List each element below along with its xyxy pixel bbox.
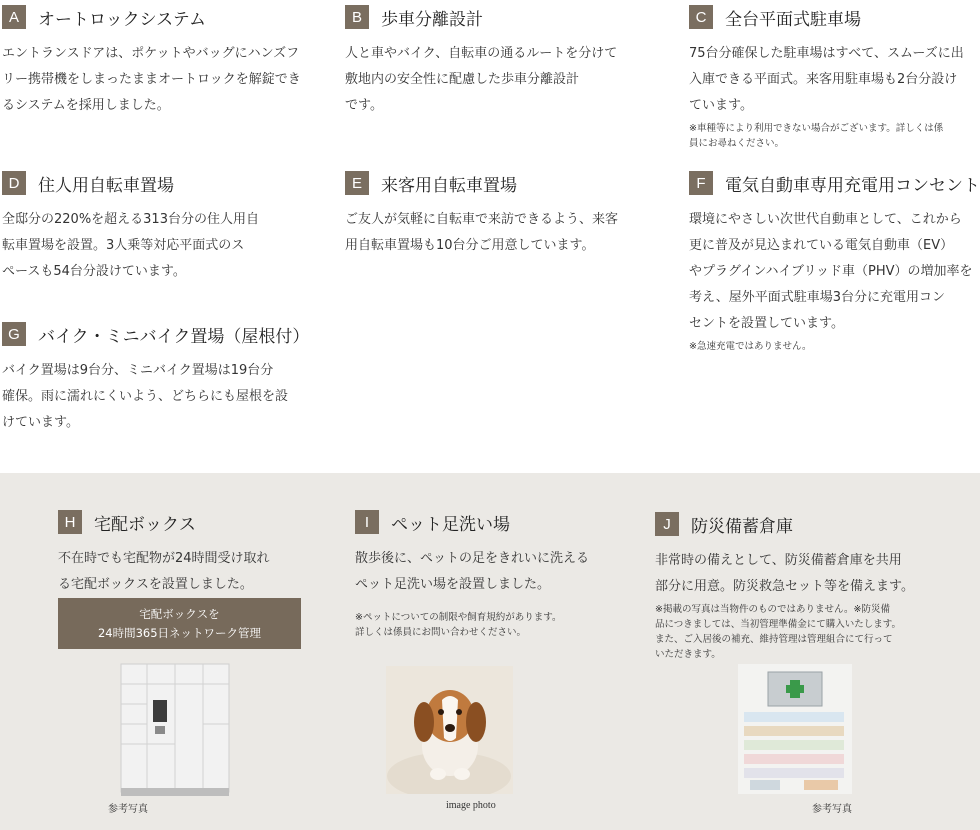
locker-caption: 参考写真 (108, 804, 148, 815)
feature-body: 75台分確保した駐車場はすべて、スムーズに出 入庫できる平面式。来客用駐車場も2台分設け ています。 (689, 46, 964, 113)
feature-title: 宅配ボックス (94, 514, 196, 535)
feature-title: 歩車分離設計 (381, 9, 483, 30)
delivery-locker-photo (115, 660, 235, 800)
feature-title: 防災備蓄倉庫 (691, 516, 793, 537)
feature-title: 電気自動車専用充電用コンセント (725, 175, 980, 196)
network-management-banner: 宅配ボックスを 24時間365日ネットワーク管理 (58, 598, 301, 649)
feature-body: 環境にやさしい次世代自動車として、これから 更に普及が見込まれている電気自動車（EV） やプラグインハイブリッド車（PHV）の増加率を 考え、屋外平面式駐車場3台分に充電用コン セントを設置しています。 (689, 212, 973, 331)
feature-body: 人と車やバイク、自転車の通るルートを分けて 敷地内の安全性に配慮した歩車分離設計 です。 (345, 46, 618, 113)
feature-body: エントランスドアは、ポケットやバッグにハンズフ リー携帯機をしまったままオートロックを解錠でき るシステムを採用しました。 (2, 46, 301, 113)
pet-photo (386, 666, 513, 794)
badge-g: G (2, 322, 26, 346)
badge-j: J (655, 512, 679, 536)
pet-caption: image photo (446, 800, 496, 811)
feature-note: ※車種等により利用できない場合がございます。詳しくは係 員にお尋ねください。 (689, 123, 944, 149)
feature-note: ※急速充電ではありません。 (689, 341, 812, 352)
feature-body: 全邸分の220%を超える313台分の住人用自 転車置場を設置。3人乗等対応平面式のス ペースも54台分設けています。 (2, 212, 259, 279)
kit-caption: 参考写真 (812, 804, 852, 815)
feature-i (355, 508, 615, 640)
feature-title: 全台平面式駐車場 (725, 9, 861, 30)
badge-e: E (345, 171, 369, 195)
feature-c (689, 3, 979, 151)
feature-title: バイク・ミニバイク置場（屋根付） (38, 326, 310, 347)
feature-body: バイク置場は9台分、ミニバイク置場は19台分 確保。雨に濡れにくいよう、どちらにも屋根を設 けています。 (2, 363, 289, 430)
badge-b: B (345, 5, 369, 29)
feature-title: 来客用自転車置場 (381, 175, 517, 196)
feature-note: ※ペットについての制限や飼育規約があります。 詳しくは係員にお問い合わせください。 (355, 612, 562, 638)
badge-a: A (2, 5, 26, 29)
badge-f: F (689, 171, 713, 195)
badge-h: H (58, 510, 82, 534)
feature-b (345, 3, 645, 119)
feature-e (345, 169, 645, 259)
feature-a (2, 3, 302, 119)
badge-i: I (355, 510, 379, 534)
feature-title: ペット足洗い場 (391, 514, 510, 535)
feature-body: ご友人が気軽に自転車で来訪できるよう、来客 用自転車置場も10台分ご用意しています。 (345, 212, 619, 253)
feature-body: 散歩後に、ペットの足をきれいに洗える ペット足洗い場を設置しました。 (355, 551, 590, 592)
feature-note: ※掲載の写真は当物件のものではありません。※防災備 品につきましては、当初管理準備金にて購入いたします。 また、ご入居後の補充、維持管理は管理組合にて行って いただきます。 (655, 604, 902, 660)
feature-title: 住人用自転車置場 (38, 175, 174, 196)
feature-f (689, 169, 979, 354)
badge-c: C (689, 5, 713, 29)
badge-d: D (2, 171, 26, 195)
feature-title: オートロックシステム (38, 9, 206, 30)
feature-h (58, 508, 318, 598)
feature-j (655, 510, 945, 662)
feature-body: 非常時の備えとして、防災備蓄倉庫を共用 部分に用意。防災救急セット等を備えます。 (655, 553, 914, 594)
feature-d (2, 169, 302, 285)
feature-body: 不在時でも宅配物が24時間受け取れ る宅配ボックスを設置しました。 (58, 551, 270, 592)
feature-g (2, 320, 310, 436)
emergency-kit-photo (738, 664, 852, 794)
